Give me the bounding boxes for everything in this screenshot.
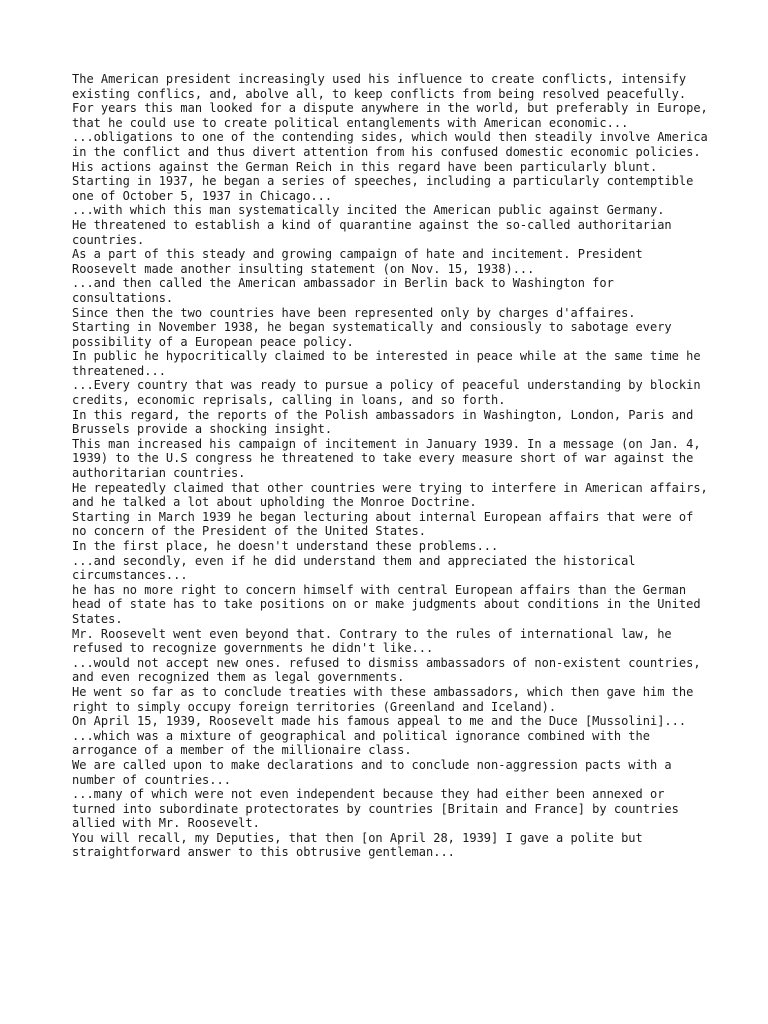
paragraph: ...which was a mixture of geographical and political ignorance combined with the arrogance of a member of the millionaire class. (72, 728, 650, 758)
paragraph: As a part of this steady and growing campaign of hate and incitement. President Roosevelt made another insulting statement (on Nov. 15, 1938)... (72, 247, 643, 276)
paragraph: In the first place, he doesn't understand these problems... (72, 539, 499, 553)
paragraph: Mr. Roosevelt went even beyond that. Contrary to the rules of international law, he refused to recognize governments he didn't like... (72, 626, 672, 656)
paragraph: ...with which this man systematically incited the American public against Germany. (72, 203, 665, 218)
paragraph: For years this man looked for a dispute anywhere in the world, but preferably in Europe, that he could use to create political entanglements with American economic... (72, 101, 708, 130)
paragraph: You will recall, my Deputies, that then [on April 28, 1939] I gave a polite but straightforward answer to this obtrusive gentleman... (72, 830, 643, 860)
paragraph: On April 15, 1939, Roosevelt made his famous appeal to me and the Duce [Mussolini]... (72, 714, 687, 729)
document-page (72, 72, 712, 860)
paragraph: ...many of which were not even independent because they had either been annexed or turned into subordinate protectorates by countries [Britain and France] by countries allied with Mr. Roosevelt. (72, 787, 679, 831)
paragraph: ...and then called the American ambassador in Berlin back to Washington for consultations. (72, 276, 614, 305)
paragraph: Since then the two countries have been represented only by charges d'affaires. (72, 305, 636, 320)
paragraph: In this regard, the reports of the Polish ambassadors in Washington, London, Paris and Brussels provide a shocking insight. (72, 407, 694, 437)
paragraph: He threatened to establish a kind of quarantine against the so-called authoritarian countries. (72, 217, 672, 247)
paragraph: ...obligations to one of the contending sides, which would then steadily involve America in the conflict and thus divert attention from his confused domestic economic policies. (72, 130, 708, 159)
paragraph: We are called upon to make declarations and to conclude non-aggression pacts with a number of countries... (72, 757, 672, 787)
paragraph: Starting in 1937, he began a series of speeches, including a particularly contemptible one of October 5, 1937 in Chicago... (72, 174, 694, 203)
paragraph: Starting in November 1938, he began systematically and consiously to sabotage every possibility of a European peace policy. (72, 320, 672, 349)
paragraph: ...would not accept new ones. refused to dismiss ambassadors of non-existent countries, and even recognized them as legal governments. (72, 655, 701, 685)
paragraph: ...and secondly, even if he did understand them and appreciated the historical circumstances... (72, 553, 636, 583)
paragraph: he has no more right to concern himself with central European affairs than the German head of state has to take positions on or make judgments about conditions in the United States. (72, 582, 701, 626)
paragraph: His actions against the German Reich in this regard have been particularly blunt. (72, 159, 658, 174)
paragraph: He went so far as to conclude treaties with these ambassadors, which then gave him the right to simply occupy foreign territories (Greenland and Iceland). (72, 684, 694, 714)
paragraph: He repeatedly claimed that other countries were trying to interfere in American affairs, and he talked a lot about upholding the Monroe Doctrine. (72, 480, 708, 510)
paragraph: In public he hypocritically claimed to be interested in peace while at the same time he threatened... (72, 349, 701, 378)
paragraph: Starting in March 1939 he began lecturing about internal European affairs that were of no concern of the President of the United States. (72, 509, 694, 539)
paragraph: The American president increasingly used his influence to create conflicts, intensify existing conflics, and, abolve all, to keep conflicts from being resolved peacefully. (72, 72, 687, 101)
paragraph: ...Every country that was ready to pursue a policy of peaceful understanding by blockin credits, economic reprisals, calling in loans, and so forth. (72, 378, 701, 408)
paragraph: This man increased his campaign of incitement in January 1939. In a message (on Jan. 4, 1939) to the U.S congress he threatened to take every measure short of war against the authoritarian countries. (72, 436, 701, 481)
